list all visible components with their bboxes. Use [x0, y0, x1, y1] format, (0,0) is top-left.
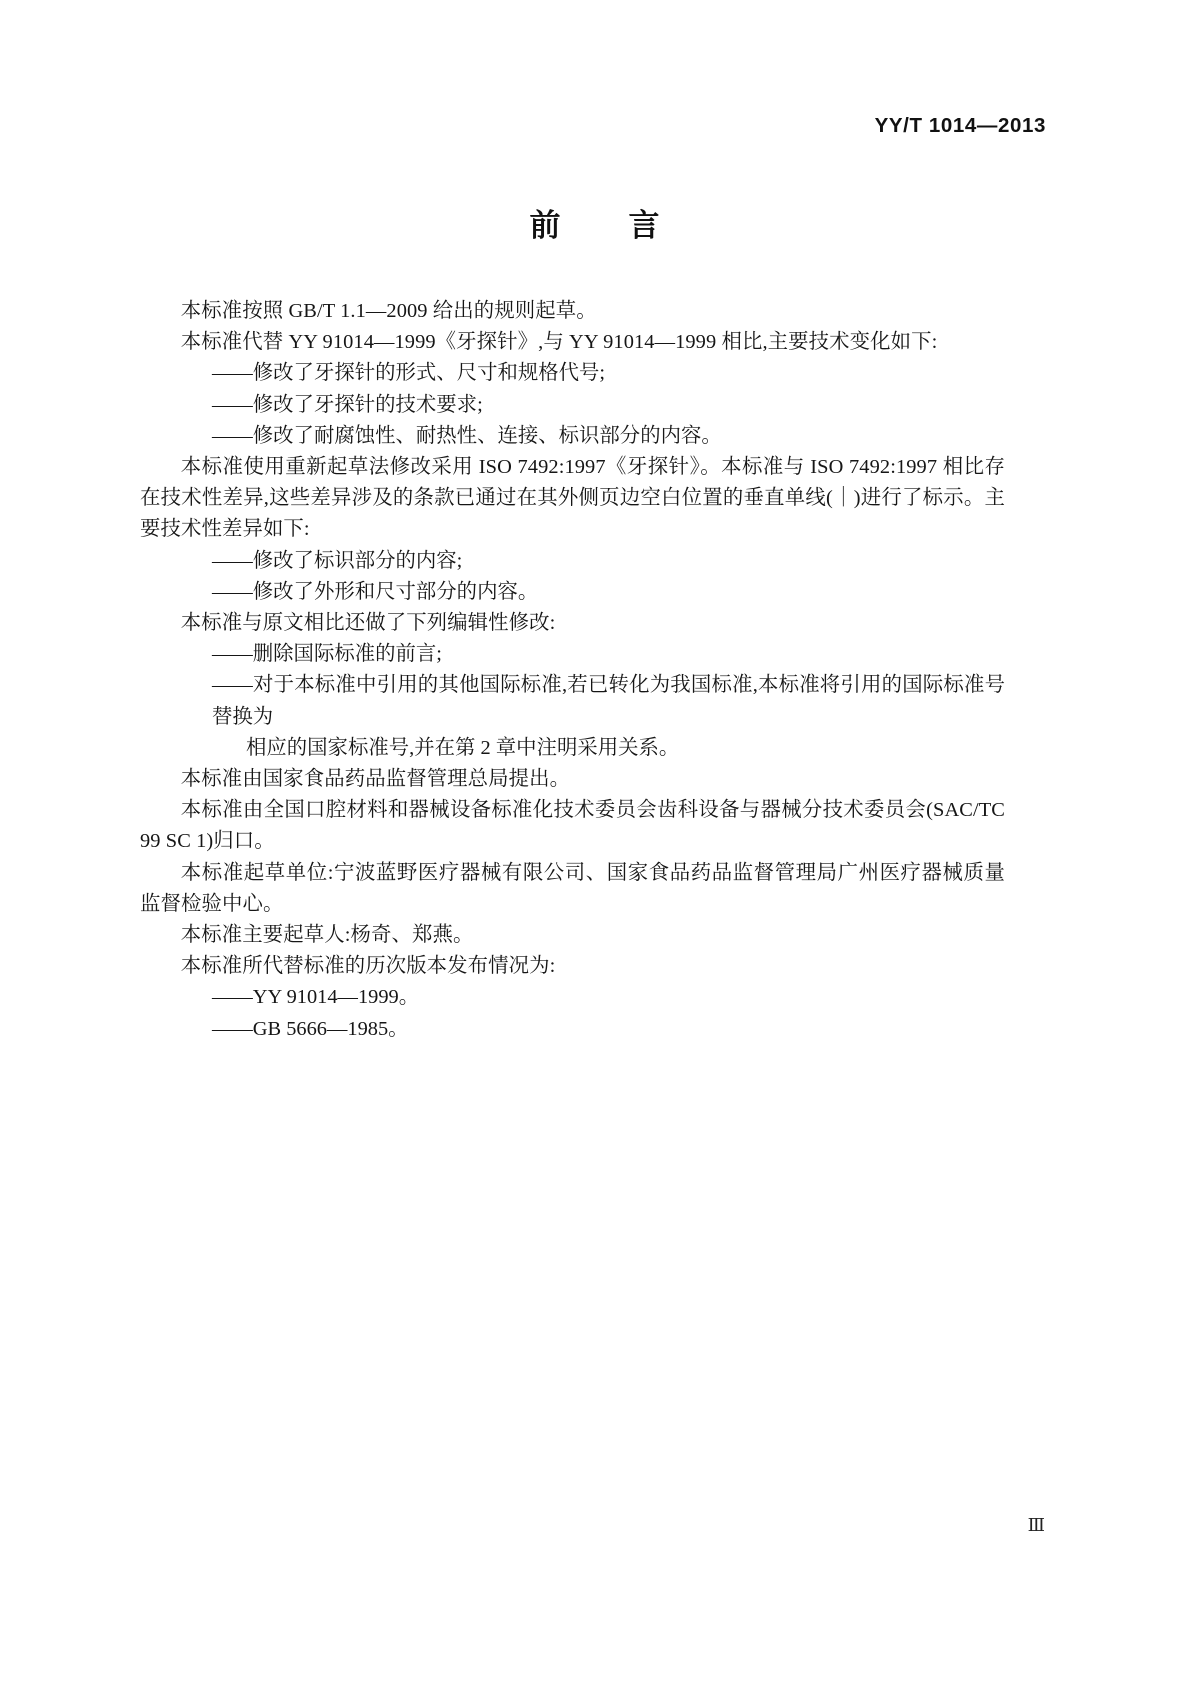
previous-edition-gb-5666: ——GB 5666—1985。	[212, 1017, 409, 1040]
change-item-form-size-code: ——修改了牙探针的形式、尺寸和规格代号;	[212, 362, 606, 385]
page-number: Ⅲ	[1027, 1515, 1045, 1535]
change-item-technical-requirements: ——修改了牙探针的技术要求;	[212, 393, 483, 416]
editorial-item-delete-foreword: ——删除国际标准的前言;	[212, 643, 442, 666]
foreword-body	[140, 296, 1005, 1045]
diff-item-marking-content: ——修改了标识部分的内容;	[212, 549, 463, 572]
paragraph-editorial-changes: 本标准与原文相比还做了下列编辑性修改:	[180, 612, 556, 635]
paragraph-drafting-organizations: 本标准起草单位:宁波蓝野医疗器械有限公司、国家食品药品监督管理局广州医疗器械质量监督检验中心。	[140, 861, 1005, 915]
paragraph-previous-editions: 本标准所代替标准的历次版本发布情况为:	[180, 955, 556, 978]
paragraph-iso-adoption: 本标准使用重新起草法修改采用 ISO 7492:1997《牙探针》。本标准与 ISO 7492:1997 相比存在技术性差异,这些差异涉及的条款已通过在其外侧页边空白位置的垂直单线(｜)进行了标示。主要技术性差异如下:	[140, 456, 1005, 541]
paragraph-replaces-standard: 本标准代替 YY 91014—1999《牙探针》,与 YY 91014—1999 相比,主要技术变化如下:	[180, 331, 938, 354]
paragraph-scope-rule: 本标准按照 GB/T 1.1—2009 给出的规则起草。	[180, 300, 597, 322]
page-title: 前 言	[529, 208, 662, 243]
paragraph-administered-by: 本标准由全国口腔材料和器械设备标准化技术委员会齿科设备与器械分技术委员会(SAC/TC 99 SC 1)归口。	[140, 799, 1005, 853]
previous-edition-yy-91014: ——YY 91014—1999。	[212, 986, 420, 1009]
diff-item-shape-dimension-content: ——修改了外形和尺寸部分的内容。	[212, 580, 539, 603]
editorial-item-lead-line: ——对于本标准中引用的其他国际标准,若已转化为我国标准,本标准将引用的国际标准号替换为	[212, 674, 1005, 728]
change-item-corrosion-heat-connection-marking: ——修改了耐腐蚀性、耐热性、连接、标识部分的内容。	[212, 424, 722, 447]
paragraph-main-drafters: 本标准主要起草人:杨奇、郑燕。	[180, 924, 474, 947]
paragraph-proposed-by: 本标准由国家食品药品监督管理总局提出。	[180, 768, 571, 791]
editorial-item-standard-number-replacement	[140, 670, 1005, 764]
editorial-item-continuation-line: 相应的国家标准号,并在第 2 章中注明采用关系。	[246, 736, 680, 759]
running-header-standard-number: YY/T 1014—2013	[874, 114, 1046, 137]
